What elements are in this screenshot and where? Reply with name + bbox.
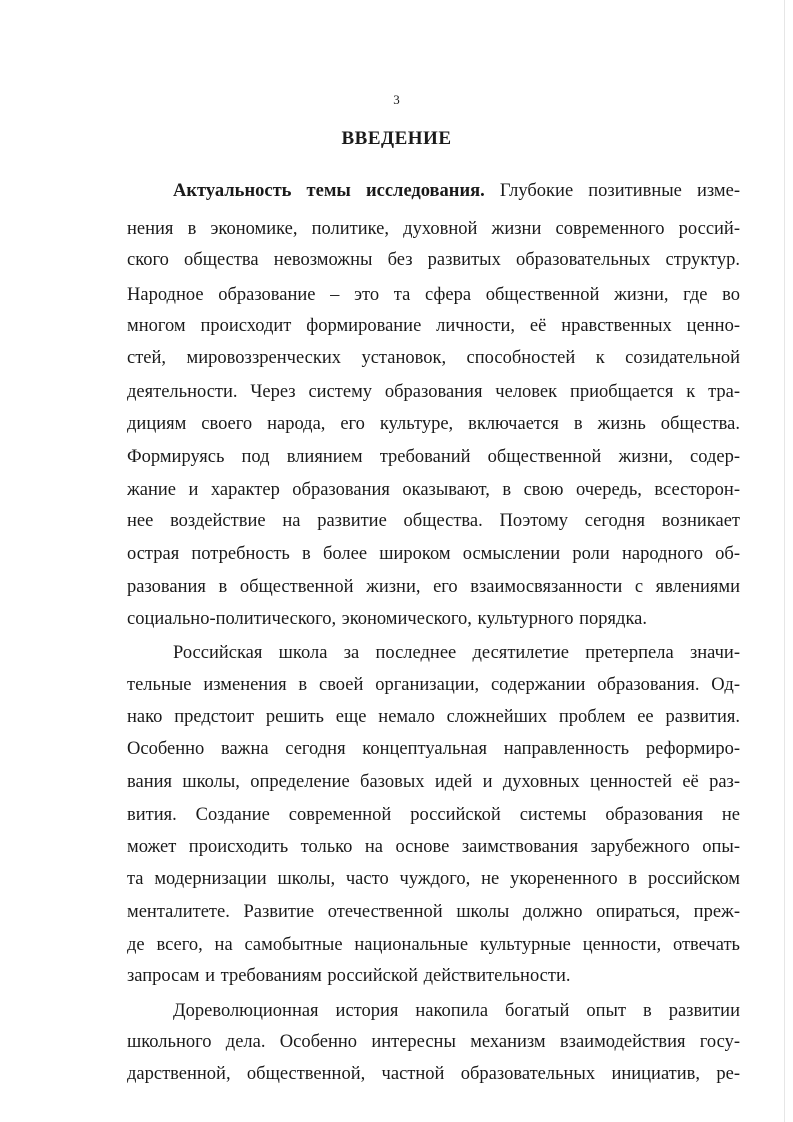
paragraph-1-line-9: Формируясь под влиянием требований общественной жизни, содер- (127, 447, 740, 467)
paragraph-1-line-11: нее воздействие на развитие общества. Поэтому сегодня возникает (127, 511, 740, 531)
paragraph-1-line-10: жание и характер образования оказывают, в свою очередь, всесторон- (127, 480, 740, 500)
page-number: 3 (393, 92, 400, 107)
paragraph-1-line-8: дициям своего народа, его культуре, включается в жизнь общества. (127, 414, 740, 434)
paragraph-1-line-6: стей, мировоззренческих установок, способностей к созидательной (127, 348, 740, 368)
paragraph-1-line-5: многом происходит формирование личности, её нравственных ценно- (127, 316, 740, 336)
paragraph-1-line-14: социально-политического, экономического, культурного порядка. (127, 609, 647, 629)
paragraph-3-line-1: Дореволюционная история накопила богатый опыт в развитии (173, 1001, 740, 1021)
paragraph-2-line-10: де всего, на самобытные национальные культурные ценности, отвечать (127, 935, 740, 955)
paragraph-2-line-11: запросам и требованиям российской действительности. (127, 966, 571, 986)
scan-edge-line (784, 0, 785, 1122)
paragraph-1-line-7: деятельности. Через систему образования человек приобщается к тра- (127, 382, 740, 402)
paragraph-1-lead: Актуальность темы исследования. (173, 181, 485, 201)
paragraph-2-line-6: вития. Создание современной российской системы образования не (127, 805, 740, 825)
paragraph-2-line-3: нако предстоит решить еще немало сложнейших проблем ее развития. (127, 707, 740, 727)
paragraph-2-line-8: та модернизации школы, часто чуждого, не укорененного в российском (127, 869, 740, 889)
paragraph-2-line-1: Российская школа за последнее десятилетие претерпела значи- (173, 643, 740, 663)
paragraph-2-line-5: вания школы, определение базовых идей и духовных ценностей её раз- (127, 772, 740, 792)
paragraph-1-line-2: нения в экономике, политике, духовной жизни современного россий- (127, 219, 740, 239)
paragraph-3-line-3: дарственной, общественной, частной образовательных инициатив, ре- (127, 1064, 740, 1084)
paragraph-1-line-12: острая потребность в более широком осмыслении роли народного об- (127, 544, 740, 564)
paragraph-1-line-13: разования в общественной жизни, его взаимосвязанности с явлениями (127, 577, 740, 597)
paragraph-2-line-4: Особенно важна сегодня концептуальная направленность реформиро- (127, 739, 740, 759)
paragraph-2-line-7: может происходить только на основе заимствования зарубежного опы- (127, 837, 740, 857)
paragraph-2-line-9: менталитете. Развитие отечественной школы должно опираться, преж- (127, 902, 740, 922)
paragraph-3-line-2: школьного дела. Особенно интересны механизм взаимодействия госу- (127, 1032, 740, 1052)
paragraph-2-line-2: тельные изменения в своей организации, содержании образования. Од- (127, 675, 740, 695)
paragraph-1-line-4: Народное образование – это та сфера общественной жизни, где во (127, 285, 740, 305)
paragraph-1-line-3: ского общества невозможны без развитых образовательных структур. (127, 250, 740, 270)
page-heading: ВВЕДЕНИЕ (341, 128, 452, 149)
paragraph-1-line-1: Актуальность темы исследования. Глубокие позитивные изме- (173, 181, 740, 201)
